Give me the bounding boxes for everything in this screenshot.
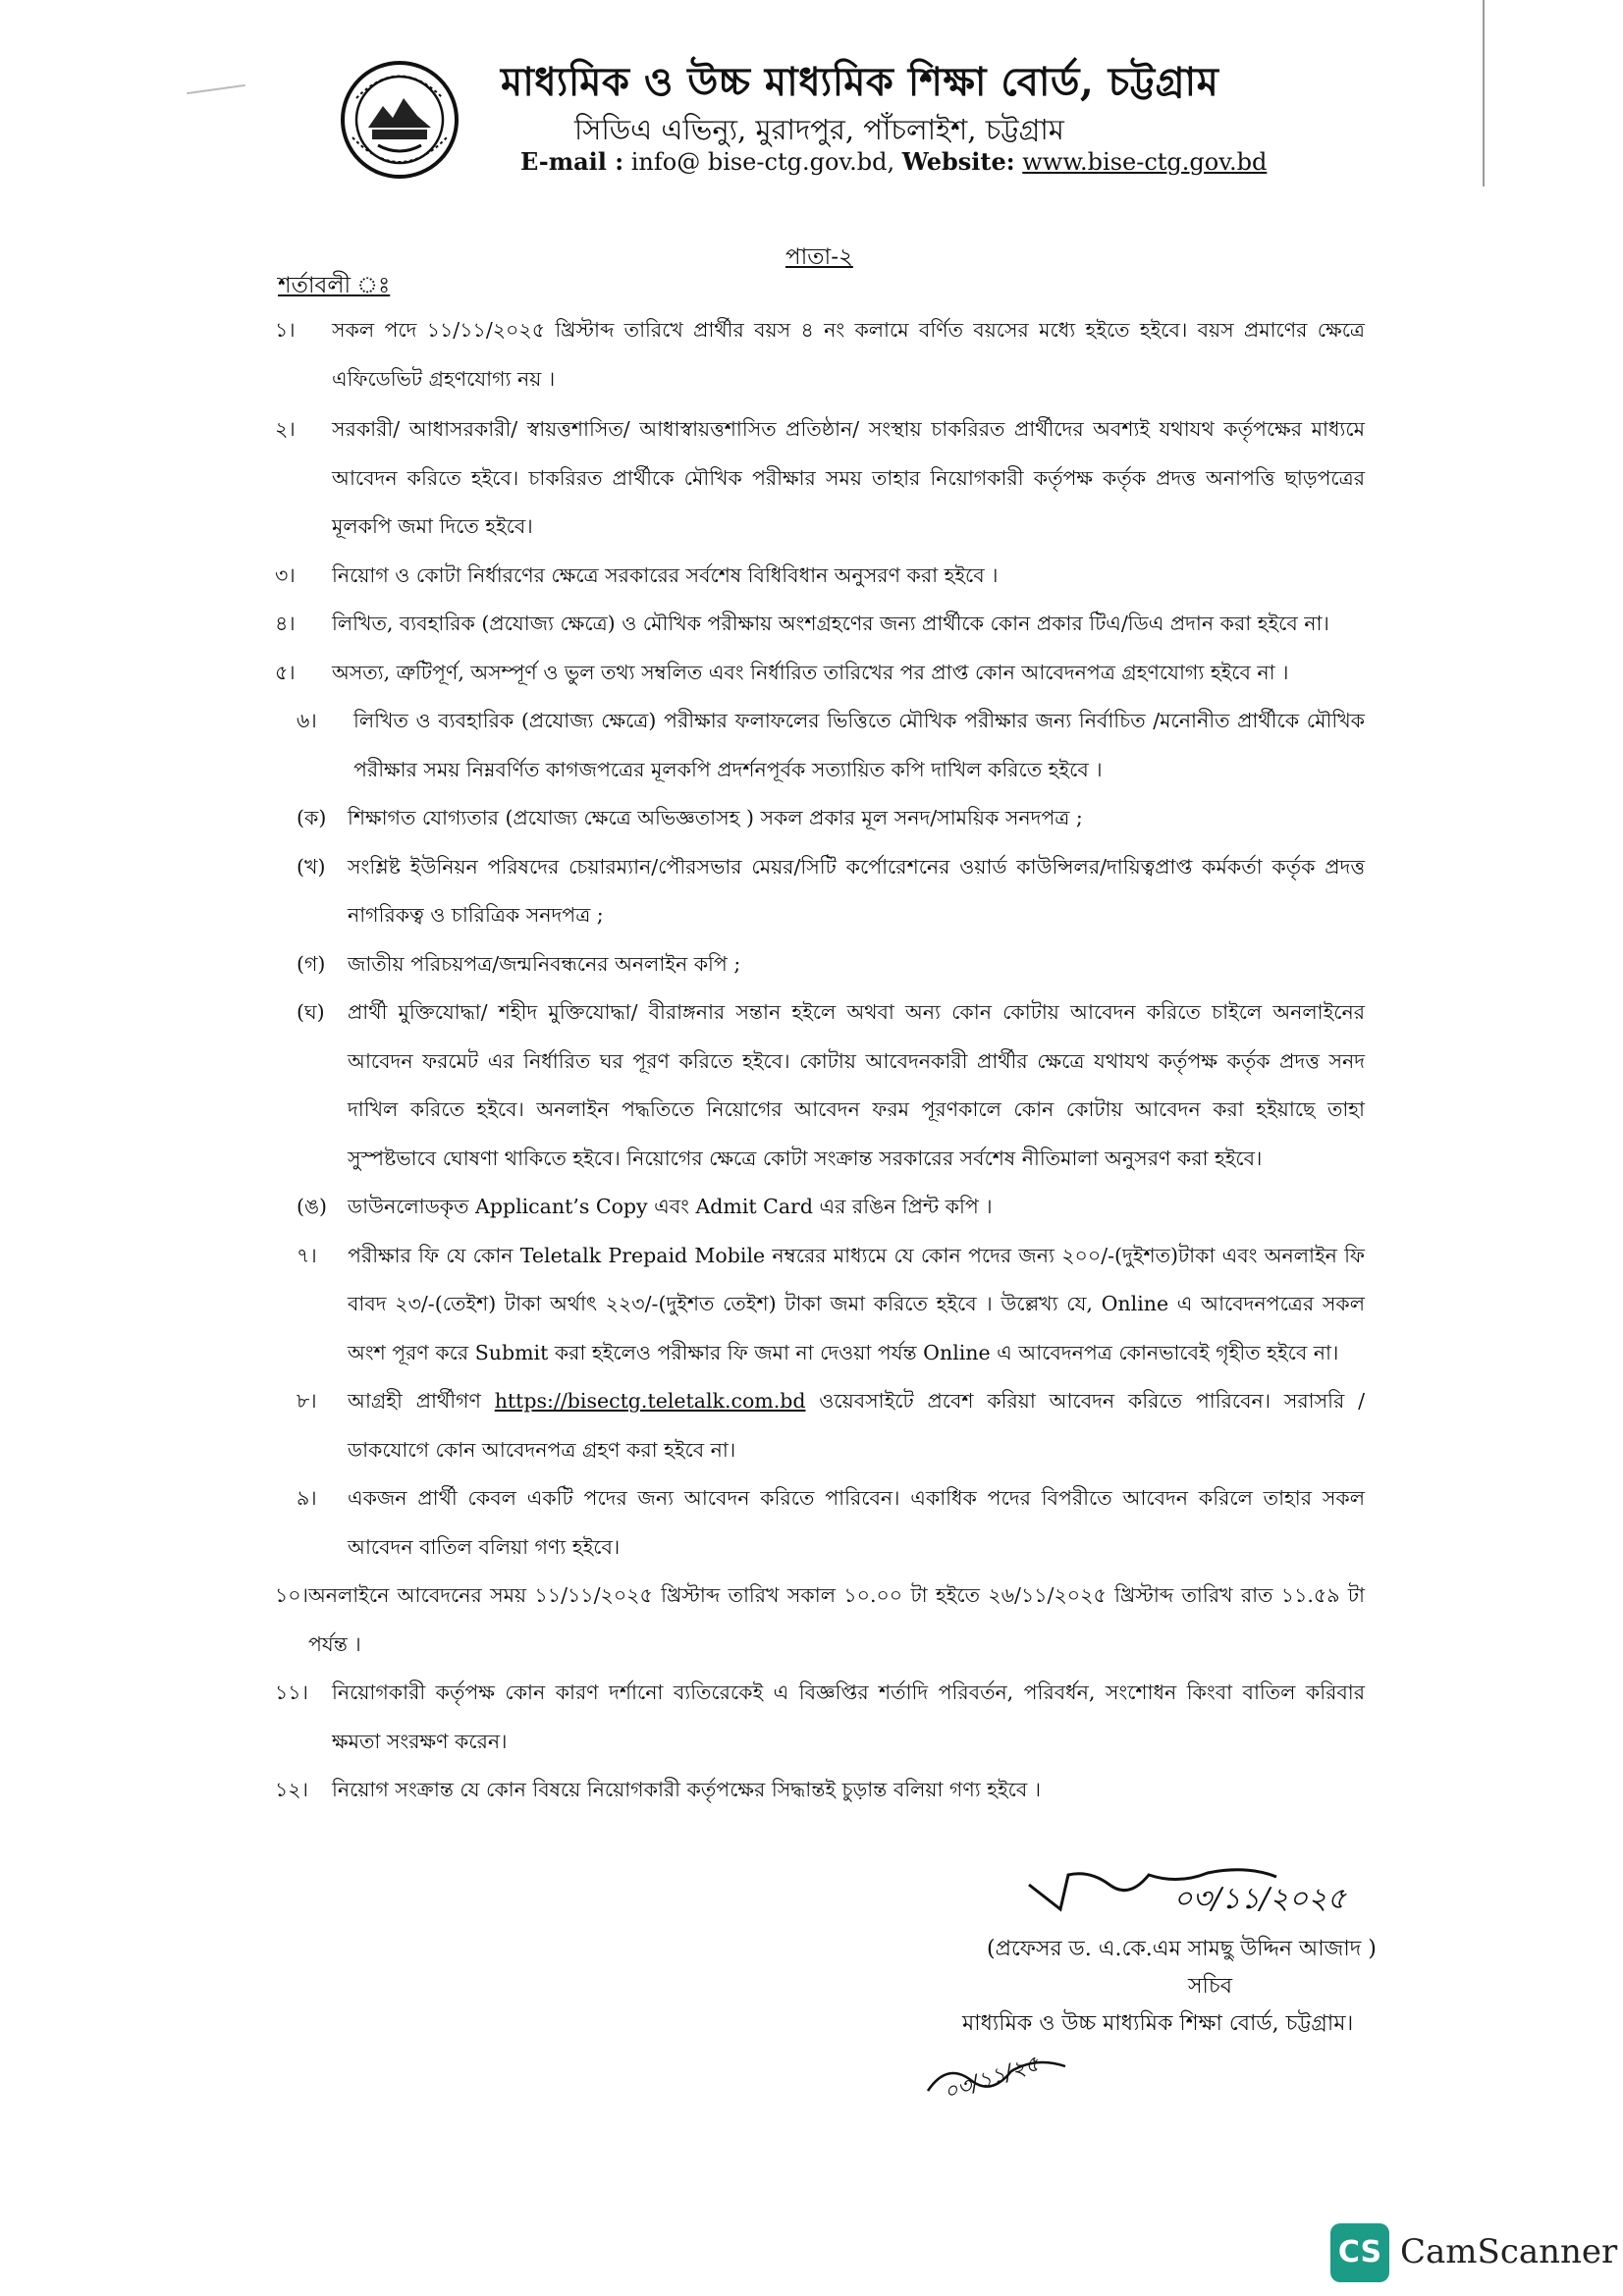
scan-edge-mark xyxy=(187,84,245,94)
condition-item xyxy=(275,1474,1365,1572)
board-contact xyxy=(520,147,1268,176)
board-emblem-icon xyxy=(339,59,461,182)
document-text: প্রার্থী মুক্তিযোদ্ধা/ শহীদ মুক্তিযোদ্ধা/ বীরাঙ্গনার সন্তান হইলে অথবা অন্য কোন কোটায় আবেদন করিতে চাইলে অনলাইনের আবেদন ফরমেট এর নির্ধারিত ঘর পূরণ করিতে হইবে। কোটায় আবেদনকারী প্রার্থীর ক্ষেত্রে যথাযথ কর্তৃপক্ষ কর্তৃক প্রদত্ত সনদ দাখিল করিতে হইবে। অনলাইন পদ্ধতিতে নিয়োগের আবেদন ফরম পূরণকালে কোন কোটায় আবেদন করা হইয়াছে তাহা সুস্পষ্টভাবে ঘোষণা থাকিতে হইবে। নিয়োগের ক্ষেত্রে কোটা সংক্রান্ত সরকারের সর্বশেষ নীতিমালা অনুসরণ করা হইবে। xyxy=(348,1000,1365,1170)
document-label: (গ) xyxy=(297,951,326,976)
condition-number: ৮। xyxy=(297,1389,317,1413)
document-item xyxy=(275,843,1365,940)
document-item xyxy=(275,988,1365,1183)
condition-item xyxy=(275,1377,1365,1474)
condition-number: ১১। xyxy=(275,1681,308,1704)
condition-text: লিখিত, ব্যবহারিক (প্রযোজ্য ক্ষেত্রে) ও মৌখিক পরীক্ষায় অংশগ্রহণের জন্য প্রার্থীকে কোন প্রকার টিএ/ডিএ প্রদান করা হইবে না। xyxy=(332,612,1329,635)
condition-item xyxy=(275,1766,1365,1815)
document-text: ডাউনলোডকৃত Applicant’s Copy এবং Admit Card এর রঙিন প্রিন্ট কপি । xyxy=(348,1195,993,1218)
document-item xyxy=(275,794,1365,843)
document-text: শিক্ষাগত যোগ্যতার (প্রযোজ্য ক্ষেত্রে অভিজ্ঞতাসহ ) সকল প্রকার মূল সনদ/সাময়িক সনদপত্র ; xyxy=(348,806,1083,829)
condition-item xyxy=(275,1232,1365,1378)
condition-number: ৩। xyxy=(275,562,296,587)
condition-item xyxy=(275,600,1365,649)
condition-text: অসত্য, ত্রুটিপূর্ণ, অসম্পূর্ণ ও ভুল তথ্য সম্বলিত এবং নির্ধারিত তারিখের পর প্রাপ্ত কোন আবেদনপত্র গ্রহণযোগ্য হইবে না । xyxy=(332,660,1289,684)
condition-number: ৬। xyxy=(297,709,317,732)
board-address: সিডিএ এভিন্যু, মুরাদপুর, পাঁচলাইশ, চট্টগ্রাম xyxy=(574,113,1064,146)
condition-item xyxy=(275,1669,1365,1766)
signatory-designation: সচিব xyxy=(1188,1974,1232,1999)
camscanner-label: CamScanner xyxy=(1400,2232,1618,2271)
condition-number: ৫। xyxy=(275,660,296,684)
condition-text: লিখিত ও ব্যবহারিক (প্রযোজ্য ক্ষেত্রে) পরীক্ষার ফলাফলের ভিত্তিতে মৌখিক পরীক্ষার জন্য নির্বাচিত /মনোনীত প্রার্থীকে মৌখিক পরীক্ষার সময় নিম্নবর্ণিত কাগজপত্রের মূলকপি প্রদর্শনপূর্বক সত্যায়িত কপি দাখিল করিতে হইবে । xyxy=(353,709,1365,781)
condition-item xyxy=(275,697,1365,794)
camscanner-logo-icon: CS xyxy=(1330,2223,1389,2282)
conditions-list xyxy=(275,306,1365,1815)
condition-text: নিয়োগ সংক্রান্ত যে কোন বিষয়ে নিয়োগকারী কর্তৃপক্ষের সিদ্ধান্তই চুড়ান্ত বলিয়া গণ্য হইবে । xyxy=(332,1778,1042,1801)
apply-intro: আগ্রহী প্রার্থীগণ xyxy=(348,1389,481,1413)
condition-text: পরীক্ষার ফি যে কোন Teletalk Prepaid Mobile নম্বরের মাধ্যমে যে কোন পদের জন্য ২০০/-(দুইশত)টাকা এবং অনলাইন ফি বাবদ ২৩/-(তেইশ) টাকা অর্থাৎ ২২৩/-(দুইশত তেইশ) টাকা জমা করিতে হইবে । উল্লেখ্য যে, Online এ আবেদনপত্রের সকল অংশ পূরণ করে Submit করা হইলেও পরীক্ষার ফি জমা না দেওয়া পর্যন্ত Online এ আবেদনপত্র কোনভাবেই গৃহীত হইবে না। xyxy=(348,1243,1365,1364)
document-label: (খ) xyxy=(297,854,326,879)
teletalk-link[interactable]: https://bisectg.teletalk.com.bd xyxy=(494,1389,806,1413)
condition-text: অনলাইনে আবেদনের সময় ১১/১১/২০২৫ খ্রিস্টাব্দ তারিখ সকাল ১০.০০ টা হইতে ২৬/১১/২০২৫ খ্রিস্টাব্দ তারিখ রাত ১১.৫৯ টা পর্যন্ত । xyxy=(307,1583,1365,1656)
email-address[interactable]: info@ bise-ctg.gov.bd, xyxy=(630,148,895,176)
document-label: (ঙ) xyxy=(297,1195,328,1218)
website-link[interactable]: www.bise-ctg.gov.bd xyxy=(1022,148,1268,176)
document-text: সংশ্লিষ্ট ইউনিয়ন পরিষদের চেয়ারম্যান/পৌরসভার মেয়র/সিটি কর্পোরেশনের ওয়ার্ড কাউন্সিলর/দায়িত্বপ্রাপ্ত কর্মকর্তা কর্তৃক প্রদত্ত নাগরিকত্ব ও চারিত্রিক সনদপত্র ; xyxy=(348,854,1365,927)
signatory-organization: মাধ্যমিক ও উচ্চ মাধ্যমিক শিক্ষা বোর্ড, চট্টগ্রাম। xyxy=(962,2011,1354,2036)
document-label: (ঘ) xyxy=(297,1000,325,1024)
condition-item xyxy=(275,306,1365,403)
document-item xyxy=(275,1183,1365,1232)
condition-text: নিয়োগ ও কোটা নির্ধারণের ক্ষেত্রে সরকারের সর্বশেষ বিধিবিধান অনুসরণ করা হইবে । xyxy=(332,562,999,587)
condition-text: নিয়োগকারী কর্তৃপক্ষ কোন কারণ দর্শানো ব্যতিরেকেই এ বিজ্ঞপ্তির শর্তাদি পরিবর্তন, পরিবর্ধন, সংশোধন কিংবা বাতিল করিবার ক্ষমতা সংরক্ষণ করেন। xyxy=(332,1681,1365,1753)
document-item xyxy=(275,940,1365,989)
condition-number: ১। xyxy=(275,318,296,342)
condition-number: ১০। xyxy=(275,1583,308,1607)
board-title: মাধ্যমিক ও উচ্চ মাধ্যমিক শিক্ষা বোর্ড, চট্টগ্রাম xyxy=(501,59,1219,105)
condition-number: ৯। xyxy=(297,1486,317,1510)
email-label: E-mail : xyxy=(520,147,624,176)
condition-text xyxy=(348,1377,1365,1474)
scan-edge-line xyxy=(1483,0,1485,187)
condition-number: ৭। xyxy=(297,1243,317,1267)
signatory-name: (প্রফেসর ড. এ.কে.এম সামছু উদ্দিন আজাদ ) xyxy=(987,1937,1377,1961)
condition-number: ৪। xyxy=(275,612,296,635)
condition-item xyxy=(275,405,1365,552)
condition-item xyxy=(275,649,1365,698)
conditions-heading: শর্তাবলী ঃ xyxy=(278,273,391,298)
apply-instruction: ওয়েবসাইটে প্রবেশ করিয়া আবেদন করিতে পারিবেন। সরাসরি /ডাকযোগে কোন আবেদনপত্র গ্রহণ করা হইবে না। xyxy=(348,1389,1365,1462)
condition-item xyxy=(275,552,1365,601)
condition-number: ২। xyxy=(275,417,296,441)
condition-text: সকল পদে ১১/১১/২০২৫ খ্রিস্টাব্দ তারিখে প্রার্থীর বয়স ৪ নং কলামে বর্ণিত বয়সের মধ্যে হইতে হইবে। বয়স প্রমাণের ক্ষেত্রে এফিডেভিট গ্রহণযোগ্য নয় । xyxy=(332,318,1365,391)
initial-date: ০৩/১১/২৫ xyxy=(941,2052,1043,2106)
condition-text: একজন প্রার্থী কেবল একটি পদের জন্য আবেদন করিতে পারিবেন। একাধিক পদের বিপরীতে আবেদন করিলে তাহার সকল আবেদন বাতিল বলিয়া গণ্য হইবে। xyxy=(348,1486,1365,1559)
document-text: জাতীয় পরিচয়পত্র/জন্মনিবন্ধনের অনলাইন কপি ; xyxy=(348,951,741,976)
page-number: পাতা-২ xyxy=(785,244,853,270)
document-label: (ক) xyxy=(297,806,327,829)
condition-text: সরকারী/ আধাসরকারী/ স্বায়ত্তশাসিত/ আধাস্বায়ত্তশাসিত প্রতিষ্ঠান/ সংস্থায় চাকরিরত প্রার্থীদের অবশ্যই যথাযথ কর্তৃপক্ষের মাধ্যমে আবেদন করিতে হইবে। চাকরিরত প্রার্থীকে মৌখিক পরীক্ষার সময় তাহার নিয়োগকারী কর্তৃপক্ষ কর্তৃক প্রদত্ত অনাপত্তি ছাড়পত্রের মূলকপি জমা দিতে হইবে। xyxy=(332,417,1365,538)
condition-item xyxy=(275,1572,1365,1669)
condition-number: ১২। xyxy=(275,1778,308,1801)
website-label: Website: xyxy=(901,147,1015,176)
signature-date: ০৩/১১/২০২৫ xyxy=(1173,1882,1347,1916)
